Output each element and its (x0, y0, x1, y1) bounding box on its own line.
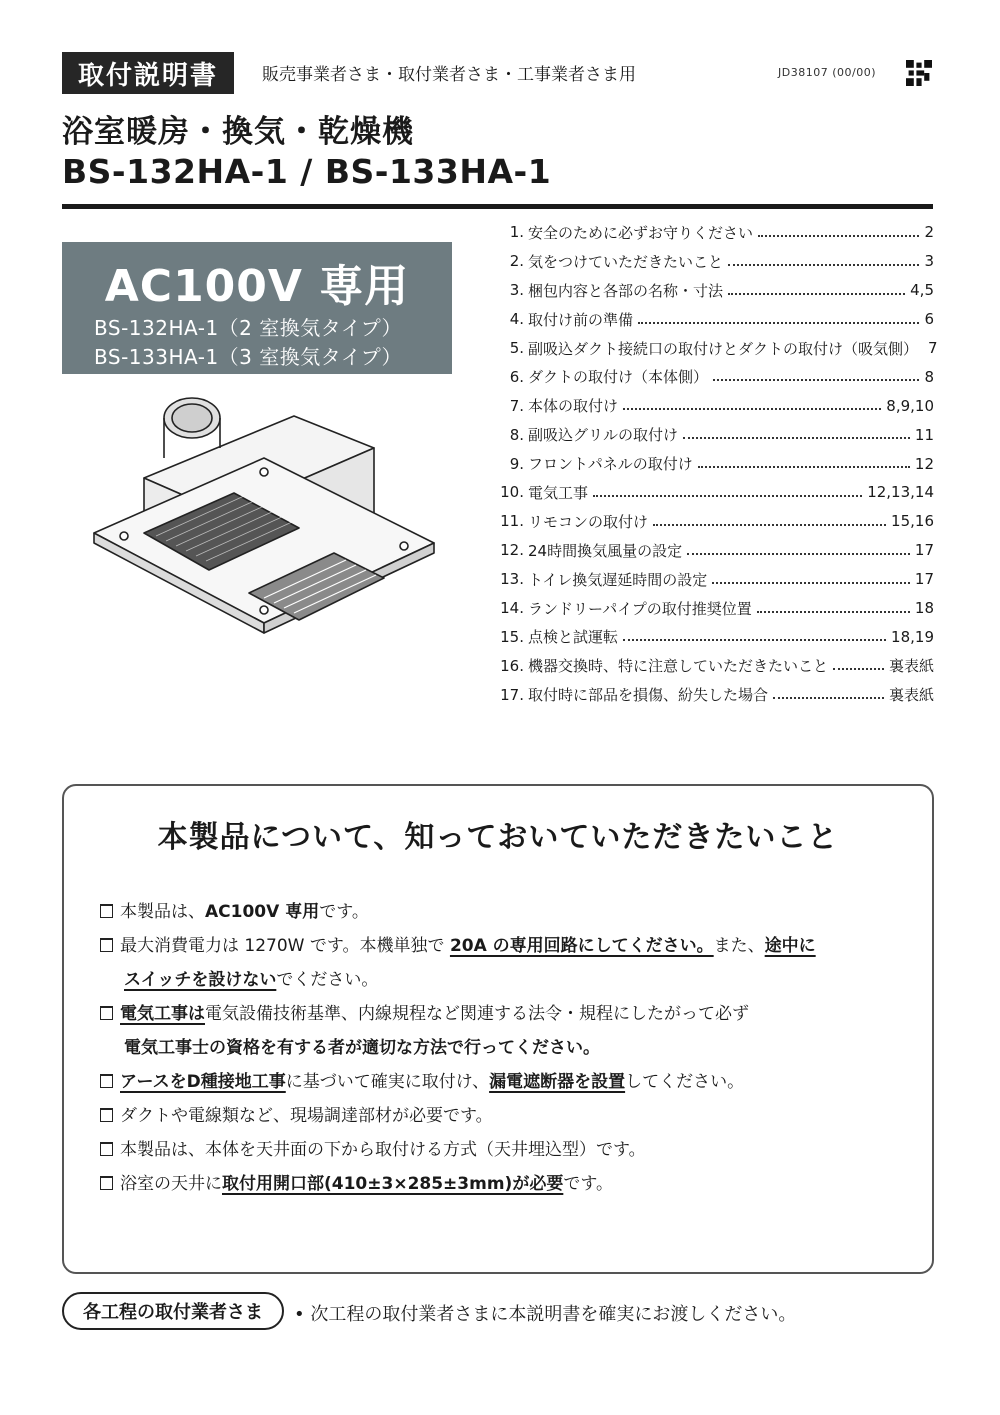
toc-label: 安全のために必ずお守りください (528, 223, 754, 242)
toc-number: 1. (509, 223, 524, 242)
toc-number: 3. (509, 281, 524, 300)
qr-code-icon (906, 60, 932, 86)
toc-page: 17 (914, 541, 934, 560)
checkbox-icon (100, 1142, 113, 1156)
toc-item (494, 247, 934, 276)
voltage-title: AC100V 専用 (104, 261, 410, 312)
toc-number: 15. (500, 627, 524, 646)
model-line-2: BS-133HA-1（3 室換気タイプ） (94, 345, 402, 369)
toc-label: トイレ換気遅延時間の設定 (528, 570, 708, 589)
footer-note: • 次工程の取付業者さまに本説明書を確実にお渡しください。 (294, 1304, 797, 1325)
notice-item: ダクトや電線類など、現場調達部材が必要です。 (100, 1099, 920, 1133)
toc-label: 本体の取付け (528, 397, 619, 416)
audience-text: 販売事業者さま・取付業者さま・工事業者さま用 (262, 65, 636, 85)
checkbox-icon (100, 1176, 113, 1190)
notice-item: 本製品は、AC100V 専用です。 (100, 895, 920, 929)
contractor-pill: 各工程の取付業者さま (62, 1292, 284, 1330)
toc-leader (712, 581, 910, 584)
table-of-contents (494, 218, 938, 709)
notice-list (100, 895, 920, 1201)
toc-page: 12,13,14 (867, 483, 934, 502)
toc-label: 取付け前の準備 (528, 310, 634, 329)
toc-leader (687, 552, 910, 555)
toc-item (494, 420, 934, 449)
toc-number: 8. (509, 425, 524, 444)
toc-item (494, 449, 934, 478)
toc-number: 16. (500, 656, 524, 675)
toc-leader (653, 523, 886, 526)
toc-page: 8 (924, 367, 934, 386)
toc-number: 4. (509, 310, 524, 329)
toc-item (494, 651, 934, 680)
toc-item (494, 362, 934, 391)
header-divider (62, 204, 933, 209)
toc-item (494, 391, 934, 420)
toc-page: 裏表紙 (888, 657, 934, 676)
toc-item (494, 622, 934, 651)
toc-label: 副吸込グリルの取付け (528, 426, 679, 445)
checkbox-icon (100, 1074, 113, 1088)
toc-leader (757, 610, 910, 613)
toc-item (494, 594, 934, 623)
notice-item: 電気工事は電気設備技術基準、内線規程など関連する法令・規程にしたがって必ず 電気工事士の資格を有する者が適切な方法で行ってください。 (100, 997, 920, 1065)
toc-leader (758, 234, 919, 237)
toc-page: 18 (914, 599, 934, 618)
toc-label: 電気工事 (528, 483, 589, 502)
toc-leader (713, 378, 919, 381)
toc-leader (638, 321, 919, 324)
toc-number: 5. (509, 339, 524, 357)
toc-leader (728, 292, 905, 295)
toc-item (494, 305, 934, 334)
product-title: 浴室暖房・換気・乾燥機 (62, 114, 414, 150)
toc-number: 10. (500, 483, 524, 502)
toc-page: 18,19 (891, 627, 934, 646)
notice-item: 浴室の天井に取付用開口部(410±3×285±3mm)が必要です。 (100, 1167, 920, 1201)
toc-page: 7 (928, 339, 938, 357)
notice-item: 本製品は、本体を天井面の下から取付ける方式（天井埋込型）です。 (100, 1133, 920, 1167)
toc-number: 6. (509, 367, 524, 386)
toc-label: 機器交換時、特に注意していただきたいこと (528, 657, 829, 676)
toc-item (494, 334, 938, 363)
toc-label: 梱包内容と各部の名称・寸法 (528, 281, 724, 300)
toc-page: 8,9,10 (886, 396, 934, 415)
checkbox-icon (100, 1108, 113, 1122)
toc-label: 点検と試運転 (528, 628, 619, 647)
toc-label: ランドリーパイプの取付推奨位置 (528, 599, 752, 618)
product-illustration (84, 388, 444, 698)
toc-page: 2 (924, 223, 934, 242)
toc-label: 気をつけていただきたいこと (528, 252, 724, 271)
checkbox-icon (100, 1006, 113, 1020)
toc-label: ダクトの取付け（本体側） (528, 368, 709, 387)
toc-item (494, 680, 934, 709)
doc-type-label: 取付説明書 (62, 52, 234, 94)
toc-item (494, 565, 934, 594)
toc-leader (773, 696, 884, 699)
toc-page: 12 (914, 454, 934, 473)
toc-page: 4,5 (910, 281, 934, 300)
notice-item: 最大消費電力は 1270W です。本機単独で 20A の専用回路にしてください。また、途中に スイッチを設けないでください。 (100, 929, 920, 997)
toc-number: 7. (509, 396, 524, 415)
toc-label: 24時間換気風量の設定 (528, 541, 683, 560)
toc-leader (833, 667, 884, 670)
toc-leader (623, 638, 886, 641)
toc-leader (683, 436, 910, 439)
doc-id: JD38107 (00/00) (778, 66, 876, 79)
toc-number: 11. (500, 512, 524, 531)
toc-item (494, 218, 934, 247)
toc-number: 14. (500, 599, 524, 618)
toc-leader (623, 407, 881, 410)
toc-number: 17. (500, 685, 524, 704)
model-numbers: BS-132HA-1 / BS-133HA-1 (62, 152, 552, 191)
toc-label: リモコンの取付け (528, 512, 649, 531)
toc-number: 2. (509, 252, 524, 271)
toc-label: フロントパネルの取付け (528, 455, 693, 474)
notice-title: 本製品について、知っておいていただきたいこと (157, 820, 839, 855)
toc-leader (728, 263, 919, 266)
toc-page: 15,16 (891, 512, 934, 531)
notice-item: アースをD種接地工事に基づいて確実に取付け、漏電遮断器を設置してください。 (100, 1065, 920, 1099)
toc-page: 裏表紙 (888, 686, 934, 705)
checkbox-icon (100, 904, 113, 918)
toc-page: 17 (914, 570, 934, 589)
toc-item (494, 478, 934, 507)
toc-item (494, 536, 934, 565)
toc-number: 12. (500, 541, 524, 560)
toc-number: 13. (500, 570, 524, 589)
voltage-box (62, 242, 452, 374)
toc-page: 11 (914, 425, 934, 444)
model-line-1: BS-132HA-1（2 室換気タイプ） (94, 316, 402, 340)
checkbox-icon (100, 938, 113, 952)
toc-label: 副吸込ダクト接続口の取付けとダクトの取付け（吸気側） (528, 339, 919, 358)
toc-item (494, 507, 934, 536)
toc-leader (698, 465, 910, 468)
toc-item (494, 276, 934, 305)
toc-page: 6 (924, 310, 934, 329)
toc-leader (593, 494, 862, 497)
toc-label: 取付時に部品を損傷、紛失した場合 (528, 686, 769, 705)
toc-number: 9. (509, 454, 524, 473)
toc-page: 3 (924, 252, 934, 271)
